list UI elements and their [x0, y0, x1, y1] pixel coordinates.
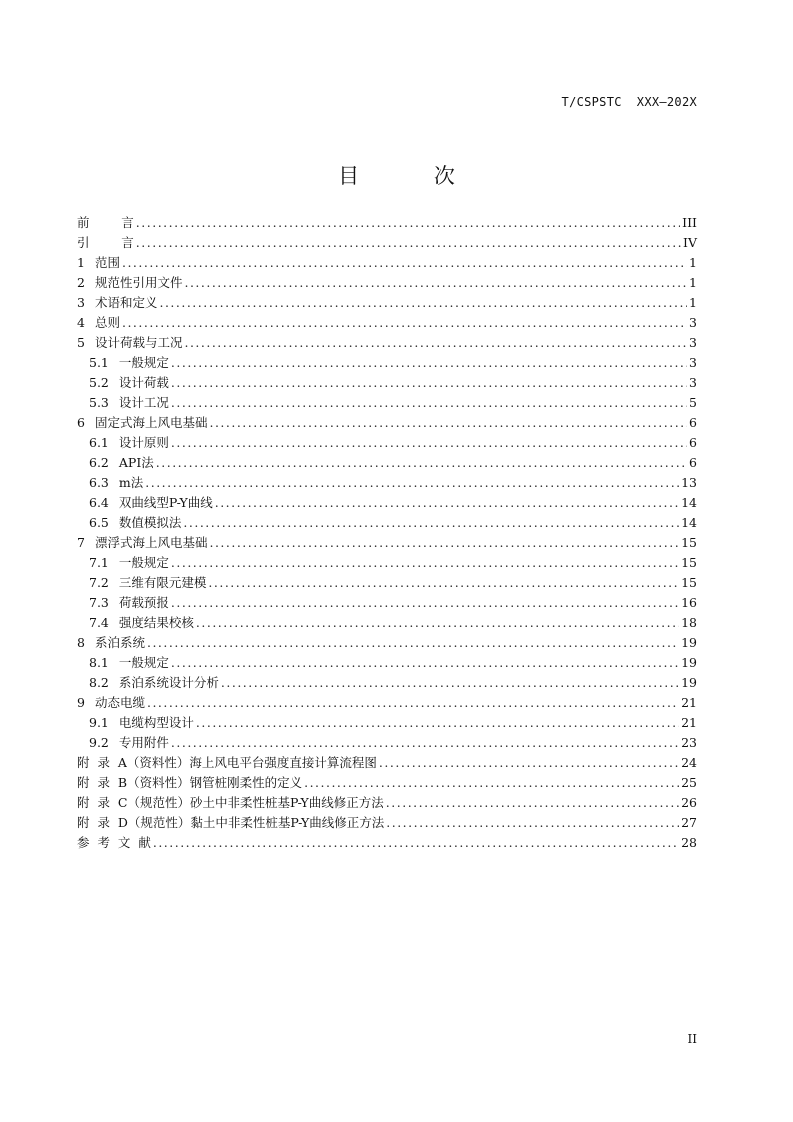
toc-entry-number: 1	[77, 255, 85, 270]
toc-entry[interactable]	[77, 773, 697, 793]
toc-entry-number: 5.3	[89, 395, 109, 410]
toc-dot-leader	[147, 693, 679, 713]
toc-entry-number: 2	[77, 275, 85, 290]
toc-entry-number: 6.1	[89, 435, 109, 450]
toc-entry-number: 7.2	[89, 575, 109, 590]
toc-entry-page: 18	[681, 615, 697, 630]
toc-dot-leader	[171, 433, 687, 453]
toc-entry-label: 附 录 C（规范性）砂土中非柔性桩基P-Y曲线修正方法	[77, 795, 384, 810]
toc-dot-leader	[379, 753, 679, 773]
toc-entry-number: 4	[77, 315, 85, 330]
toc-entry[interactable]	[77, 253, 697, 273]
toc-entry[interactable]	[77, 593, 697, 613]
toc-entry-label: API法	[118, 455, 154, 470]
toc-entry-label: 设计原则	[118, 435, 169, 450]
toc-entry[interactable]	[77, 473, 697, 493]
toc-entry-page: 3	[689, 375, 697, 390]
toc-entry[interactable]	[77, 313, 697, 333]
toc-entry-page: IV	[683, 235, 697, 250]
toc-entry-label: 固定式海上风电基础	[94, 415, 208, 430]
toc-dot-leader	[221, 673, 679, 693]
toc-entry[interactable]	[77, 793, 697, 813]
toc-entry-label: 荷载预报	[118, 595, 169, 610]
toc-entry[interactable]	[77, 813, 697, 833]
toc-entry[interactable]	[77, 553, 697, 573]
toc-entry[interactable]	[77, 293, 697, 313]
toc-dot-leader	[209, 413, 687, 433]
toc-entry-number: 6.2	[89, 455, 109, 470]
toc-entry-page: 5	[689, 395, 697, 410]
toc-entry-page: 15	[681, 535, 697, 550]
toc-entry-number: 7	[77, 535, 85, 550]
toc-entry-number: 6	[77, 415, 85, 430]
toc-dot-leader	[122, 313, 687, 333]
toc-entry-label: 一般规定	[118, 355, 169, 370]
toc-entry-page: III	[682, 215, 697, 230]
toc-dot-leader	[184, 273, 687, 293]
toc-entry[interactable]	[77, 693, 697, 713]
toc-entry[interactable]	[77, 833, 697, 853]
toc-entry[interactable]	[77, 533, 697, 553]
toc-entry-label: 双曲线型P-Y曲线	[118, 495, 213, 510]
toc-entry-page: 25	[681, 775, 697, 790]
toc-entry[interactable]	[77, 453, 697, 473]
toc-entry[interactable]	[77, 613, 697, 633]
toc-entry[interactable]	[77, 573, 697, 593]
toc-entry-label: 系泊系统设计分析	[118, 675, 219, 690]
toc-entry-label: 系泊系统	[94, 635, 145, 650]
toc-dot-leader	[304, 773, 679, 793]
toc-entry-label: 专用附件	[118, 735, 169, 750]
toc-entry-label: 设计荷载	[118, 375, 169, 390]
toc-entry-page: 16	[681, 595, 697, 610]
toc-entry-label: 附 录 A（资料性）海上风电平台强度直接计算流程图	[77, 755, 377, 770]
toc-entry-page: 19	[681, 675, 697, 690]
toc-entry-number: 8.1	[89, 655, 109, 670]
toc-entry-label: 一般规定	[118, 555, 169, 570]
toc-entry-label: 电缆构型设计	[118, 715, 194, 730]
toc-dot-leader	[136, 233, 681, 253]
toc-dot-leader	[196, 713, 679, 733]
toc-entry-label: 动态电缆	[94, 695, 145, 710]
toc-entry[interactable]	[77, 353, 697, 373]
toc-dot-leader	[215, 493, 679, 513]
toc-entry-page: 3	[689, 335, 697, 350]
toc-entry-page: 13	[681, 475, 697, 490]
toc-entry[interactable]	[77, 653, 697, 673]
toc-entry-page: 21	[681, 695, 697, 710]
toc-dot-leader	[153, 833, 679, 853]
toc-entry-page: 3	[689, 355, 697, 370]
toc-entry-label: m法	[118, 475, 144, 490]
toc-dot-leader	[386, 793, 679, 813]
toc-entry-page: 14	[681, 515, 697, 530]
toc-entry-label: 总则	[94, 315, 120, 330]
toc-entry-page: 3	[689, 315, 697, 330]
toc-entry-label: 引 言	[77, 235, 134, 250]
toc-entry[interactable]	[77, 733, 697, 753]
toc-entry-page: 23	[681, 735, 697, 750]
toc-dot-leader	[184, 333, 687, 353]
toc-dot-leader	[145, 473, 679, 493]
toc-entry-label: 三维有限元建模	[118, 575, 207, 590]
toc-entry[interactable]	[77, 373, 697, 393]
toc-entry-page: 27	[681, 815, 697, 830]
toc-entry[interactable]	[77, 433, 697, 453]
toc-entry-number: 7.1	[89, 555, 109, 570]
toc-entry[interactable]	[77, 273, 697, 293]
toc-dot-leader	[196, 613, 679, 633]
toc-dot-leader	[171, 373, 687, 393]
toc-entry-page: 1	[689, 275, 697, 290]
toc-dot-leader	[208, 573, 679, 593]
toc-entry[interactable]	[77, 673, 697, 693]
toc-entry-number: 6.5	[89, 515, 109, 530]
table-of-contents	[77, 213, 697, 853]
toc-entry-label: 范围	[94, 255, 120, 270]
toc-entry[interactable]	[77, 233, 697, 253]
toc-entry-number: 7.3	[89, 595, 109, 610]
toc-dot-leader	[171, 733, 679, 753]
toc-entry-number: 5	[77, 335, 85, 350]
toc-entry-label: 参 考 文 献	[77, 835, 151, 850]
toc-entry-page: 19	[681, 655, 697, 670]
toc-entry-page: 14	[681, 495, 697, 510]
toc-dot-leader	[171, 353, 687, 373]
toc-entry[interactable]	[77, 213, 697, 233]
toc-entry-number: 6.3	[89, 475, 109, 490]
toc-entry-label: 强度结果校核	[118, 615, 194, 630]
toc-entry-page: 1	[689, 295, 697, 310]
toc-entry[interactable]	[77, 333, 697, 353]
toc-entry[interactable]	[77, 633, 697, 653]
toc-dot-leader	[171, 393, 687, 413]
toc-dot-leader	[386, 813, 679, 833]
toc-dot-leader	[171, 653, 679, 673]
toc-entry-page: 28	[681, 835, 697, 850]
toc-entry-page: 15	[681, 555, 697, 570]
toc-entry-number: 9.1	[89, 715, 109, 730]
toc-entry-page: 6	[689, 455, 697, 470]
toc-entry-label: 规范性引用文件	[94, 275, 183, 290]
toc-entry-page: 6	[689, 435, 697, 450]
toc-entry-number: 9.2	[89, 735, 109, 750]
toc-entry[interactable]	[77, 513, 697, 533]
toc-entry-page: 24	[681, 755, 697, 770]
page-title: 目 次	[338, 164, 489, 188]
toc-dot-leader	[147, 633, 679, 653]
toc-entry-label: 附 录 D（规范性）黏土中非柔性桩基P-Y曲线修正方法	[77, 815, 385, 830]
toc-entry[interactable]	[77, 493, 697, 513]
toc-dot-leader	[156, 453, 687, 473]
toc-entry-number: 3	[77, 295, 85, 310]
toc-entry-label: 附 录 B（资料性）钢管桩刚柔性的定义	[77, 775, 303, 790]
toc-dot-leader	[122, 253, 687, 273]
toc-entry-number: 5.1	[89, 355, 109, 370]
toc-entry-page: 26	[681, 795, 697, 810]
toc-entry-label: 设计工况	[118, 395, 169, 410]
toc-entry-page: 21	[681, 715, 697, 730]
standard-code: T/CSPSTC XXX—202X	[561, 95, 697, 109]
toc-dot-leader	[209, 533, 679, 553]
toc-entry-page: 19	[681, 635, 697, 650]
toc-entry-label: 漂浮式海上风电基础	[94, 535, 208, 550]
toc-dot-leader	[159, 293, 687, 313]
toc-dot-leader	[171, 593, 679, 613]
toc-entry-page: 1	[689, 255, 697, 270]
toc-entry-label: 一般规定	[118, 655, 169, 670]
toc-entry-number: 7.4	[89, 615, 109, 630]
toc-entry[interactable]	[77, 713, 697, 733]
toc-entry-label: 设计荷载与工况	[94, 335, 183, 350]
toc-entry-label: 前 言	[77, 215, 134, 230]
toc-dot-leader	[171, 553, 679, 573]
toc-entry-label: 数值模拟法	[118, 515, 182, 530]
toc-entry[interactable]	[77, 753, 697, 773]
toc-entry-number: 8	[77, 635, 85, 650]
toc-entry-label: 术语和定义	[94, 295, 158, 310]
toc-entry-number: 8.2	[89, 675, 109, 690]
page-number: II	[687, 1032, 697, 1046]
toc-entry[interactable]	[77, 393, 697, 413]
toc-dot-leader	[136, 213, 680, 233]
toc-entry-number: 9	[77, 695, 85, 710]
toc-entry-page: 15	[681, 575, 697, 590]
toc-entry-page: 6	[689, 415, 697, 430]
toc-entry[interactable]	[77, 413, 697, 433]
toc-dot-leader	[183, 513, 679, 533]
toc-entry-number: 6.4	[89, 495, 109, 510]
toc-entry-number: 5.2	[89, 375, 109, 390]
